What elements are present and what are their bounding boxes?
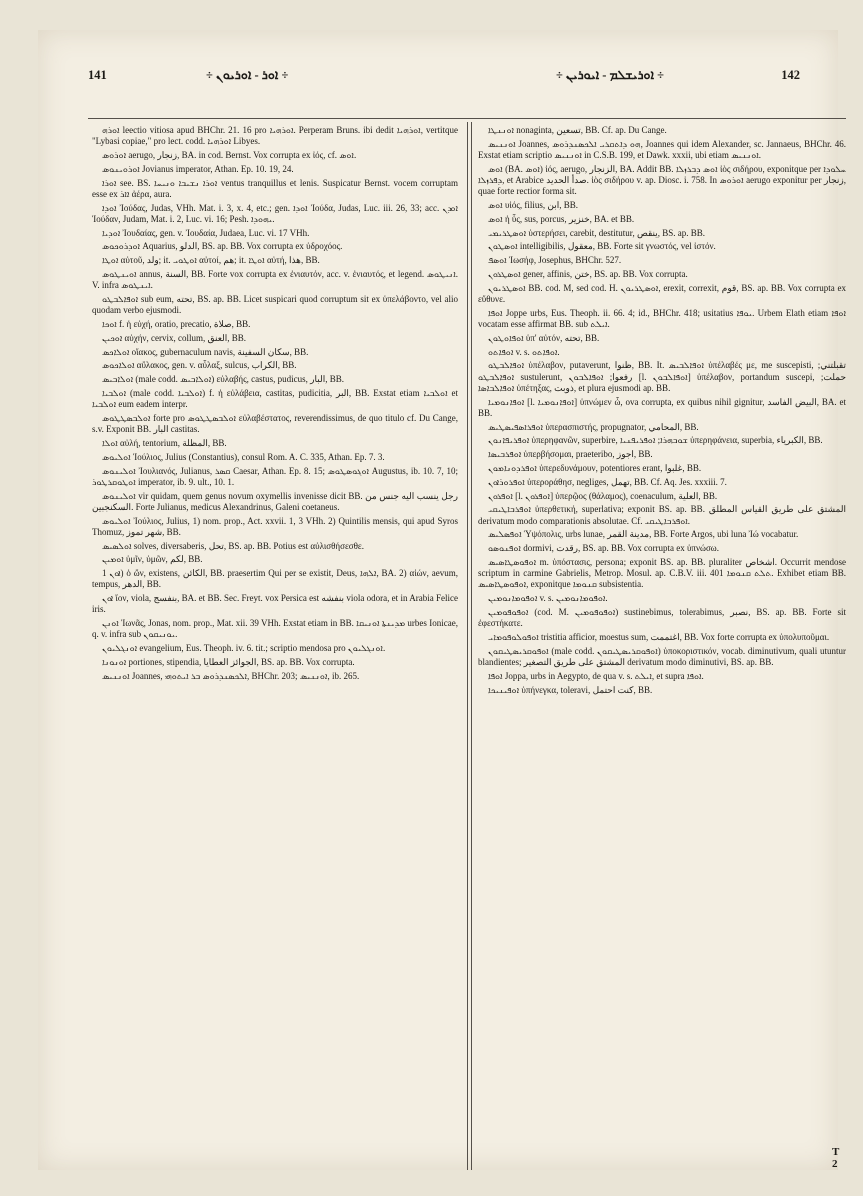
left-running-title: ÷ ܐܘܪ - ܐܘܪܝܘܢ ÷ [206, 68, 289, 82]
dictionary-entry: ܐܘܦܢܘܣܘ dormivi, رقدت, BS. ap. BB. Vox corrupta ex ὑπνώσω. [488, 543, 719, 554]
printer-signature: T 2 [832, 1146, 840, 1170]
dictionary-entry: ܐܘܢܢܝܣ Joannes, ܗܘ ܕܐܬܩܪܝ ܐܠܟܣܢܕܪܘܣ, Joannes qui idem Alexander, sc. Jannaeus, BHChr. 46. Exstat etiam scriptio ܐܘܢܢܝܣ in C.S.B. 199, et Dawk. xxxii, ubi etiam ܐܘܢܢܝܣ. [478, 138, 846, 160]
page-header [88, 68, 800, 88]
dictionary-entry: ܐܘܦܐܠܒܛܘ ὑπέλαβον, putaverunt, ظنوا, BB. It. ܐܘܦܐܠܒܝܣ ὑπέλαβές με, me suscepisti, تقبلتني; ܐܘܦܐܠܒܛܘ sustulerunt, رفعوا; ܐܘܦܐܠܒܘܢ [l. ܐܘܦܐܠܒܘܢ] ὑπέλαβον, portandum suscepi, حملت; ܐܘܦܐܠܒܐܣܐ ὑπέτηξας, ذوبت, et plura ejusmodi ap. BB. [478, 360, 846, 393]
dictionary-entry: ܐܘܢ ἴον, viola, بنفسج, BA. et BB. Sec. Freyt. vox Persica est بنفشه viola odora, et in Arabia Felice iris. [92, 593, 458, 615]
dictionary-entry: ܐܘܠܝܘܣ Ἰούλιος, Julius, 1) nom. prop., Act. xxvii. 1, 3 VHh. 2) Quintilis mensis, qui apud Syros Thomuz, شهر تموز, BB. [92, 515, 458, 537]
dictionary-entry: ܐܘܦܪܕܘܢܐܡܘܢ ὑπερεδυνάμουν, potentiores erant, غلبوا, BB. [488, 462, 702, 473]
dictionary-entry: ܐܘܠܐܟܣ οἴακος, gubernaculum navis, سكان السفينة, BB. [102, 346, 309, 357]
dictionary-entry: ܐܘܦܪܘܢ [l. ܐܘܦܪܘܢ] ὑπερῷος (θάλαμος), coenaculum, العلية, BB. [488, 490, 718, 501]
dictionary-entry: ܐܘܦܪܝܦܐܢܘܢ ὑπερηφανῶν, superbire, ܫܘܒܗܪܐ; ܐܘܦܪܝܦܢܝܐ ὑπερηφάνεια, superbia, الكبرياء, BB. [488, 435, 823, 446]
dictionary-entry: ܐܘܣܛܪܝܡܝ ὑστερήσει, carebit, destitutur, ينقص, BS. ap. BB. [488, 227, 706, 238]
dictionary-entry: ܐܘܣܛܘܢ intelligibilis, معقول, BB. Forte sit γνωστός, vel ἰστόν. [488, 241, 716, 252]
dictionary-entry: ܐܘܠܒܣܛܛܘܣ forte pro ܐܘܠܒܣܛܛܘܣ εὐλαβέστατος, reverendissimus, de quo titulo cf. Du Cange, s.v. Exponit BB. البار castitas. [92, 412, 458, 435]
dictionary-entry: ܐܘܢܢ Ἰωνᾶς, Jonas, nom. prop., Mat. xii. 39 VHh. Exstat etiam in BB. ܡܕܝܢܬܐ ܐܘܢܝܩܐ urbes Ionicae, q. v. infra sub ܝܘܢܝܩܘܢ. [92, 618, 458, 640]
header-rule [88, 118, 846, 119]
dictionary-entry: ܐܘܦܘܩܪܝܣܛܝܩܘܢ (male codd. ܐܘܦܘܩܪܝܣܛܝܩܘܢ) ὑποκοριστικόν, vocab. diminutivum, quali utuntur blandientes; المشتق على طريق التصغير derivatum modo diminutivi, BS. ap. BB. [478, 645, 846, 667]
dictionary-entry: ܐܘܦܘܣܛܐܣܝܣ m. ὑπόστασις, persona; exponit BS. ap. BB. pluraliter اشخاص. Occurrit mendose scriptum in carmine Gabrielis, Metrop. Mosul. ap. C.B.V. iii. 401 ܬܠܬ ܩܢܘܡܐ. Exhibet etiam BB. ܐܘܦܘܣܛܐܣܝܣ, exponitque ܩܢܘܡܐ subsistentia. [478, 556, 846, 590]
dictionary-entry: ܐܘܦܘܠܘܦܘܡܐܝ tristitia afficior, moestus sum, اغتممت, BB. Vox forte corrupta ex ὑπολυποῦμαι. [488, 631, 830, 642]
dictionary-entry: ܐܘܦܪܒܝܣܐ ὑπερβήσομαι, praeteribo, اجوز, BB. [488, 449, 653, 460]
dictionary-entry: ܐܘܦܐܢܘܡܝܐ [l. ܐܘܦܐܢܘܡܝܐ] ὑπνώμεν ὦ, ova corrupta, ex quibus nihil gignitur, البيض الفاسد, BA. et BB. [478, 396, 846, 418]
left-page-number: 141 [88, 68, 107, 82]
dictionary-entry: ܐܘܪܗ leectio vitiosa apud BHChr. 21. 16 pro ܐܘܪܗܝܐ. Perperam Bruns. ibi dedit ܐܘܪܗܝܐ, vertitque "Lybasi copiae," pro lect. codd. ܐܘܪܗܝܐ Libyes. [92, 125, 458, 147]
dictionary-entry: ܐܘܢ 1) ὁ ὤν, existens, الكائن, BB. praesertim Qui per se existit, Deus, ܐܠܗܐ, BA. 2) αἰών, aevum, tempus, الدهر, BB. [92, 568, 458, 590]
dictionary-entry: ܐܘܠܐܒܝܣ (male codd. ܐܘܠܐܒܝܣ) εὐλαβής, castus, pudicus, البار, BB. [102, 374, 344, 385]
dictionary-entry: ܐܘܦܪܐܣܦܝܣܛܝܣ ὑπερασπιστής, propugnator, المحامي, BB. [488, 421, 699, 432]
dictionary-entry: ܐܘܕܝܐ Ἰουδαίας, gen. v. Ἰουδαία, Judaea, Luc. vi. 17 VHh. [102, 227, 310, 238]
dictionary-entry: ܐܘܣ ἡ ὗς, sus, porcus, خنزير, BA. et BB. [488, 213, 635, 224]
dictionary-entry: ܐܘܢܓܠܝܘܢ evangelium, Eus. Theoph. iv. 6. tit.; scriptio mendosa pro ܐܘܢܓܠܝܘܢ. [102, 643, 386, 654]
dictionary-entry: ܐܘܟܝܢ αὐχήν, cervix, collum, العنق, BB. [102, 332, 247, 343]
column-divider [467, 122, 472, 1170]
dictionary-entry: ܐܘܢܢܝܣ Joannes, ܐܠܟܣܢܕܪܘܣ ܒܪ ܐܝܬܘܗܝ, BHChr. 203; ܐܘܢܢܝܣ, ib. 265. [102, 670, 360, 681]
dictionary-entry: ܐܘܪܘܝܢܘܣ Jovianus imperator, Athan. Ep. 10. 19, 24. [102, 163, 294, 174]
book-page [38, 30, 846, 1170]
dictionary-entry: ܐܘܦܐܬܘ v. s. ܐܘܦܐܬܘ. [488, 346, 560, 357]
dictionary-entry: ܐܘܢܢܛܐ nonaginta, تسعين, BB. Cf. ap. Du Cange. [488, 125, 667, 135]
dictionary-entry: ܐܘܠܐ αὐλή, tentorium, المظلة, BB. [102, 437, 227, 448]
dictionary-entry: ܐܘܦܪܘܪܐܘܢ ὑπεροράθησ, negliges, تهمل, BB. Cf. Aq. Jes. xxxiii. 7. [488, 476, 727, 487]
right-column [478, 124, 846, 1174]
dictionary-entry: ܐܘܦܪܒܐܛܝܩܝ ὑπερθετική, superlativa; exponit BS. ap. BB. المشتق على طريق القياس المطلق derivatum modo comparationis absolutae. Cf. ܐܘܦܪܒܐܛܝܩܝ. [478, 504, 846, 526]
dictionary-entry: ܐܘܠܐܟܘܣ αὔλακος, gen. v. αὖλαξ, sulcus, الكراب, BB. [102, 360, 297, 371]
right-running-title: ÷ ܐܘܪܝܫܠܡ - ܐܝܘܪܝܢ ÷ [556, 68, 665, 82]
dictionary-entry: ܐܘܣܛܪܘܢ gener, affinis, ختن, BS. ap. BB. Vox corrupta. [488, 268, 688, 279]
dictionary-entry: ܐܘܠܒܝܐ (male codd. ܐܘܠܒܝܐ) f. ἡ εὐλάβεια, castitas, pudicitia, البر, BB. Exstat etiam ܐܘܠܒܝܐ et ܐܘܠܒܝܐ eum eadem interpr. [92, 387, 458, 410]
dictionary-entry: ܐܘܡܝܢ ὑμῖν, ὑμῶν, لكم, BB. [102, 554, 203, 565]
dictionary-entry: ܐܘܦܐ Joppe urbs, Eus. Theoph. ii. 66. 4; id., BHChr. 418; usitatius ܝܘܦܐ. Urbem Elath etiam ܐܘܦܐ vocatam esse affirmat BB. sub ܐܝܠܬ. [478, 307, 846, 329]
dictionary-entry: ܐܘܦܘܦܘܡܝܢ (cod. M. ܐܘܦܘܦܘܡܝܢ) sustinebimus, tolerabimus, نصبر, BS. ap. BB. Forte sit ἐφεστήκατε. [478, 606, 846, 629]
dictionary-entry: ܐܘܦܝܢܝܟܐ ὑπήνεγκα, toleravi, كنت احتمل, BB. [488, 684, 653, 695]
right-page-number: 142 [781, 68, 800, 82]
dictionary-entry: ܐܘܕܪܘܟܘܣ Aquarius, الدلو, BS. ap. BB. Vox corrupta ex ὑδροχόος. [102, 241, 343, 252]
dictionary-entry: ܐܘܠܝܢܘܣ Ἰουλιανός, Julianus, ܩܣܪ Caesar, Athan. Ep. 8. 15; ܐܘܓܘܣܛܘܣ Augustus, ib. 10. 7, 10; ܐܘܛܘܩܪܛܘܪ imperator, ib. 9. ult., 10. 1. [92, 465, 458, 487]
dictionary-entry: ܐܘܣܦ Ἰωσήφ, Josephus, BHChr. 527. [488, 255, 622, 266]
dictionary-entry: ܐܘܣ υἱός, filius, ابن, BB. [488, 200, 579, 210]
dictionary-entry: ܐܘܠܝܢܘܣ vir quidam, quem genus novum oxymellis invenisse dicit BB. رجل ينسب اليه جنس من السكنجبين. Forte Julianus, medicus Alexandrinus, Galeni coetaneus. [92, 490, 458, 512]
dictionary-entry: ܐܘܦܐ Joppa, urbs in Aegypto, de qua v. s. ܐܝܠܬ, et supra ܐܘܦܐ. [488, 670, 704, 681]
left-column [92, 124, 458, 1174]
dictionary-entry: ܐܘܣܛܪܝܘܢ BB. cod. M, sed cod. H. ܐܘܣܛܪܝܘܢ, erexit, correxit, قوم, BS. ap. BB. Vox corrupta ex εὔθυνε. [478, 282, 846, 304]
dictionary-entry: ܐܘܪܘܣ aerugo, زنجار, BA. in cod. Bernst. Vox corrupta ex ἰός, cf. ܐܘܣ. [102, 150, 357, 160]
dictionary-entry: ܐܘܪܐ see. BS. ܐܘܪܐ ܢܫܝܒܐ ܘܢܝܚܐ ventus tranquillus et lenis. Suspicatur Bernst. vocem corruptam esse ex ܐܐܪ ἀέρα, aura. [92, 177, 458, 199]
dictionary-entry: ܐܘܦܐܘܛܘܢ ὑπ' αὐτόν, تحته, BB. [488, 332, 600, 343]
dictionary-entry: ܐܘܦܘܡܐܢܘܡܝܢ v. s. ܐܘܦܘܡܐܢܘܡܝܢ. [488, 593, 608, 604]
dictionary-entry: ܐܘܦܣܠܝܣ Ὑψόπολις, urbs lunae, مدينة القمر, BB. Forte Argos, ubi luna Ἰώ vocabatur. [488, 529, 799, 540]
dictionary-entry: ܐܘܢܘܢܐ portiones, stipendia, الجوائز العطايا, BS. ap. BB. Vox corrupta. [102, 656, 355, 667]
dictionary-entry: ܐܘܟܐ f. ἡ εὐχή, oratio, precatio, صلاة, BB. [102, 318, 251, 329]
dictionary-entry: ܐܘܣ (BA. ܐܘܣ) ἰός, aerugo, الزنجار, BA. Addit BB. ܐܘܣ ܕܒܪܙܠܐ ἰὸς σιδήρου, exponitque per ܚܠܘܕܐ ܕܦܪܙܠܐ, et Arabice صدأ الحديد. ἰὸς σιδήρου v. ap. Diosc. i. 758. In ܐܘܪܘܣ aerugo exponitur per زنجار, quae forte rectior forma sit. [478, 163, 846, 197]
dictionary-entry: ܐܘܠܣܝܣ solves, diversaberis, تحل, BS. ap. BB. Potius est αὐλισθήσεσθε. [102, 540, 364, 551]
dictionary-entry: ܐܘܦܐܠܒܛܘ sub eum, تحته, BS. ap. BB. Licet suspicari quod corruptum sit ex ὑπελάβοντο, vel alio quodam verbo ejusmodi. [92, 293, 458, 316]
dictionary-entry: ܐܘܠܝܘܣ Ἰούλιος, Julius (Constantius), consul Rom. A. C. 335, Athan. Ep. 7. 3. [102, 451, 385, 462]
dictionary-entry: ܐܘܝܢܛܘܣ annus, السنة, BB. Forte vox corrupta ex ἐνιαυτόν, acc. v. ἐνιαυτός, et legend. ܐܢܝܛܘܣ. V. infra ܐܝܢܛܘܣ. [92, 268, 458, 291]
dictionary-entry: ܐܘܕܐ Ἰούδας, Judas, VHh. Mat. i. 3, x. 4, etc.; gen. ܐܘܕܐ Ἰούδα, Judas, Luc. iii. 26, 33; acc. ܐܘܕܢ Ἰούδαν, Judam, Mat. i. 2, Luc. vi. 16; Pesh. ܝܗܘܕܐ. [92, 202, 458, 224]
dictionary-entry: ܐܘܛܐ αὐτοῦ, ولد; it. ܐܘܛܘܝ αὐτοί, هم; it. ܐܘܛܐ αὐτή, هذا, BB. [102, 255, 320, 266]
